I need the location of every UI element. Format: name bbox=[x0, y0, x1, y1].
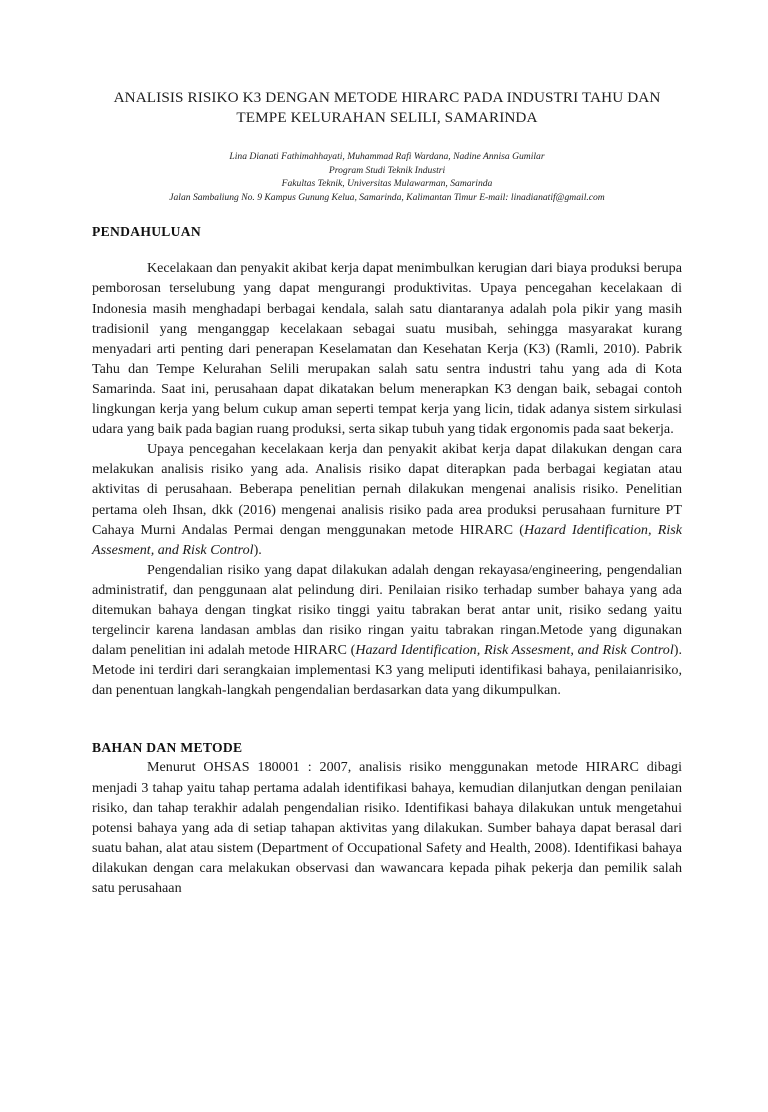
section-heading-method: BAHAN DAN METODE bbox=[92, 740, 243, 756]
section-intro-body bbox=[92, 258, 682, 700]
document-page bbox=[0, 88, 768, 1112]
author-block bbox=[92, 150, 682, 204]
intro-paragraph-3-end: ). Metode ini terdiri dari serangkaian implementasi K3 yang meliputi identifikasi bahaya, penilaianrisiko, dan penentuan langkah-langkah pengendalian berdasarkan data yang dikumpulkan. bbox=[92, 642, 682, 699]
section-heading-intro: PENDAHULUAN bbox=[92, 224, 202, 240]
intro-paragraph-1: Kecelakaan dan penyakit akibat kerja dapat menimbulkan kerugian dari biaya produksi berupa pemborosan terselubung yang dapat mengurangi produktivitas. Upaya pencegahan kecelakaan di Indonesia masih menghadapi berbagai kendala, salah satu diantaranya adalah pola pikir yang masih tradisionil yang menganggap kecelakaan sebagai suatu musibah, sehingga masyarakat kurang menyadari arti penting dari penerapan Keselamatan dan Kesehatan Kerja (K3) (Ramli, 2010). Pabrik Tahu dan Tempe Kelurahan Selili merupakan salah satu sentra industri tahu yang ada di Kota Samarinda. Saat ini, perusahaan dapat dikatakan belum menerapkan K3 dengan baik, sebagai contoh lingkungan kerja yang belum cukup aman seperti tempat kerja yang licin, tidak adanya sistem sirkulasi udara yang baik pada bagian ruang produksi, serta sikap tubuh yang tidak ergonomis pada saat bekerja. bbox=[92, 260, 682, 438]
intro-paragraph-3-text: Pengendalian risiko yang dapat dilakukan adalah dengan rekayasa/engineering, pengendalian administratif, dan penggunaan alat pelindung diri. Penilaian risiko terhadap sumber bahaya yang ada ditemukan bahaya dengan tingkat risiko tinggi yaitu tabrakan berat antar unit, risiko sedang yaitu tergelincir karena landasan amblas dan risiko ringan yaitu tabrakan ringan.Metode yang digunakan dalam penelitian ini adalah metode HIRARC ( bbox=[92, 561, 682, 659]
author-program: Program Studi Teknik Industri bbox=[328, 164, 446, 176]
intro-paragraph-3-italic: Hazard Identification, Risk Assesment, and Risk Control bbox=[355, 642, 674, 659]
intro-paragraph-2-end: ). bbox=[253, 541, 262, 558]
title-line-2: TEMPE KELURAHAN SELILI, SAMARINDA bbox=[236, 109, 538, 126]
section-method-body bbox=[92, 757, 682, 898]
method-paragraph-1: Menurut OHSAS 180001 : 2007, analisis risiko menggunakan metode HIRARC dibagi menjadi 3 tahap yaitu tahap pertama adalah identifikasi bahaya, kemudian dilanjutkan dengan penilaian risiko, dan tahap terakhir adalah pengendalian risiko. Identifikasi bahaya dilakukan untuk mengetahui potensi bahaya yang ada di setiap tahapan aktivitas yang dilakukan. Sumber bahaya dapat berasal dari suatu bahan, alat atau sistem (Department of Occupational Safety and Health, 2008). Identifikasi bahaya dilakukan dengan cara melakukan observasi dan wawancara kepada pihak pekerja dan pemilik salah satu perusahaan bbox=[92, 759, 682, 896]
author-names: Lina Dianati Fathimahhayati, Muhammad Rafi Wardana, Nadine Annisa Gumilar bbox=[229, 151, 545, 162]
author-address: Jalan Sambaliung No. 9 Kampus Gunung Kelua, Samarinda, Kalimantan Timur E-mail: linadianatif@gmail.com bbox=[169, 191, 605, 203]
intro-paragraph-2-italic: Hazard Identification, Risk Assesment, and Risk Control bbox=[92, 521, 682, 558]
intro-paragraph-2 bbox=[92, 439, 682, 560]
title-line-1: ANALISIS RISIKO K3 DENGAN METODE HIRARC PADA INDUSTRI TAHU DAN bbox=[113, 89, 661, 106]
intro-paragraph-3 bbox=[92, 560, 682, 701]
intro-paragraph-2-text: Upaya pencegahan kecelakaan kerja dan penyakit akibat kerja dapat dilakukan dengan cara melakukan analisis risiko yang ada. Analisis risiko dapat diterapkan pada berbagai kegiatan atau aktivitas di perusahaan. Beberapa penelitian pernah dilakukan mengenai analisis risiko. Penelitian pertama oleh Ihsan, dkk (2016) mengenai analisis risiko pada area produksi perusahaan furniture PT Cahaya Murni Andalas Permai dengan menggunakan metode HIRARC ( bbox=[92, 441, 682, 538]
author-faculty: Fakultas Teknik, Universitas Mulawarman, Samarinda bbox=[281, 178, 493, 190]
paper-title bbox=[92, 88, 682, 128]
